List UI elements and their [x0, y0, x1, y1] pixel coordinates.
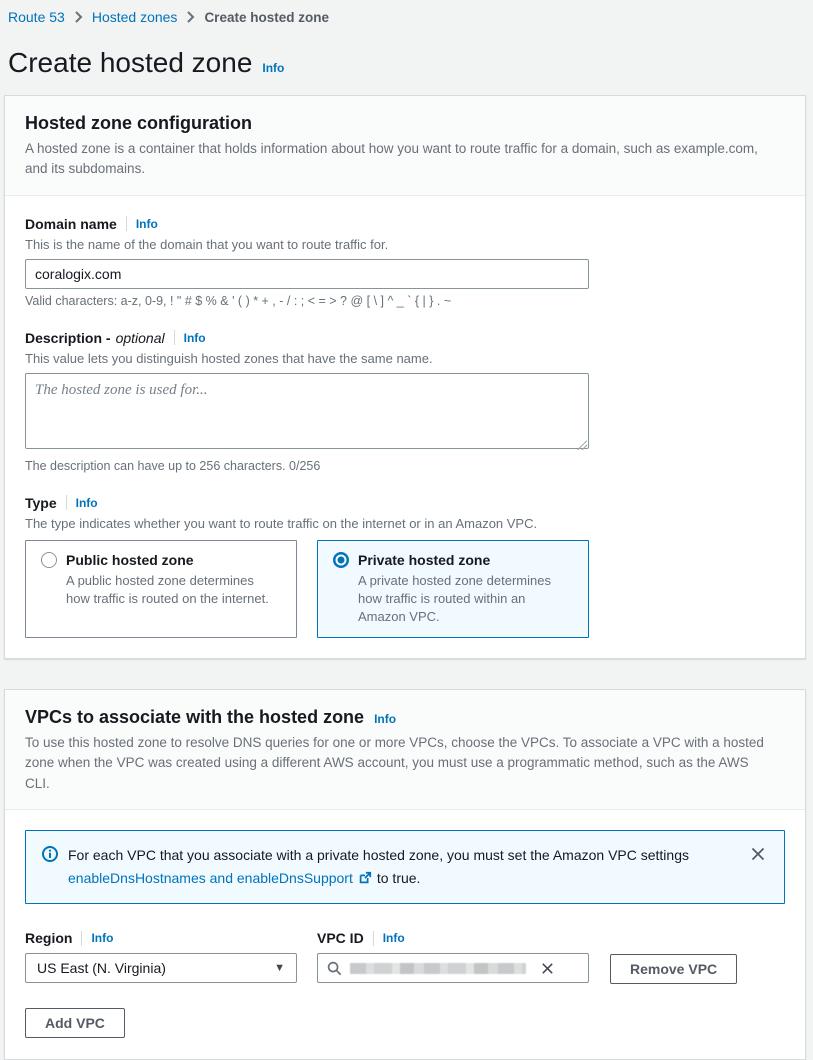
- tile-description: A private hosted zone determines how traffic is routed within an Amazon VPC.: [358, 572, 551, 624]
- description-info-link[interactable]: Info: [183, 330, 206, 345]
- label-divider: [66, 495, 67, 510]
- card-header: [5, 96, 805, 196]
- label-divider: [126, 216, 127, 231]
- alert-close-button[interactable]: [748, 844, 768, 867]
- radio-selected-icon[interactable]: [333, 552, 349, 568]
- alert-text-line2-suffix: to true.: [376, 869, 421, 886]
- vpc-id-info-link[interactable]: Info: [382, 931, 405, 945]
- radio-unselected-icon[interactable]: [41, 552, 57, 568]
- card-description: A hosted zone is a container that holds information about how you want to route traffic for a domain, such as example.com, and its subdomains.: [25, 141, 758, 177]
- resize-grip-icon[interactable]: [577, 440, 587, 450]
- domain-name-input[interactable]: [25, 259, 589, 289]
- label-divider: [174, 330, 175, 345]
- type-info-link[interactable]: Info: [75, 495, 98, 510]
- remove-vpc-button[interactable]: Remove VPC: [610, 954, 737, 984]
- domain-name-constraint: Valid characters: a-z, 0-9, ! " # $ % & ' ( ) * + , - / : ; < = > ? @ [ \ ] ^ _ ` { | } . ~: [25, 293, 452, 308]
- private-hosted-zone-tile[interactable]: [317, 540, 589, 639]
- tile-title: Public hosted zone: [66, 551, 194, 568]
- region-info-link[interactable]: Info: [91, 931, 114, 945]
- domain-name-field: [25, 216, 785, 308]
- vpc-row: [25, 930, 785, 984]
- chevron-right-icon: [186, 11, 195, 23]
- hosted-zone-configuration-card: [4, 95, 806, 659]
- clear-input-icon[interactable]: [540, 961, 555, 976]
- chevron-down-icon: ▼: [274, 962, 285, 974]
- label-divider: [81, 931, 82, 946]
- description-constraint: The description can have up to 256 characters. 0/256: [25, 458, 321, 473]
- type-field: [25, 495, 785, 639]
- info-circle-icon: [42, 846, 58, 867]
- breadcrumb: [0, 0, 813, 25]
- card-title: Hosted zone configuration: [25, 113, 252, 133]
- description-hint: This value lets you distinguish hosted zones that have the same name.: [25, 350, 433, 366]
- vpcs-associate-card: [4, 689, 806, 1060]
- vpc-id-search-input[interactable]: [317, 953, 589, 983]
- vpcs-info-link[interactable]: Info: [374, 712, 397, 727]
- domain-name-label: Domain name: [25, 215, 117, 232]
- tile-title: Private hosted zone: [358, 551, 491, 568]
- breadcrumb-current: Create hosted zone: [204, 9, 329, 25]
- domain-name-hint: This is the name of the domain that you want to route traffic for.: [25, 236, 389, 252]
- description-textarea[interactable]: [25, 373, 589, 449]
- vpc-settings-info-alert: [25, 830, 785, 904]
- region-label: Region: [25, 930, 73, 946]
- enable-dns-settings-link[interactable]: enableDnsHostnames and enableDnsSupport: [68, 869, 353, 886]
- description-label: Description - optional: [25, 329, 165, 346]
- public-hosted-zone-tile[interactable]: [25, 540, 297, 639]
- tile-description: A public hosted zone determines how traffic is routed on the internet.: [66, 572, 269, 606]
- type-label: Type: [25, 494, 57, 511]
- vpc-id-redacted-value: [350, 963, 526, 974]
- card-header: [5, 690, 805, 810]
- card-description: To use this hosted zone to resolve DNS queries for one or more VPCs, choose the VPCs. To associate a VPC with a hosted zone when the VPC was created using a different AWS account, you must use a programmatic method, such as the AWS CLI.: [25, 735, 764, 791]
- label-divider: [373, 931, 374, 946]
- vpc-id-label: VPC ID: [317, 930, 364, 946]
- description-field: [25, 330, 785, 473]
- region-select[interactable]: [25, 953, 297, 983]
- optional-label: optional: [115, 329, 165, 346]
- alert-text-line1: For each VPC that you associate with a private hosted zone, you must set the Amazon VPC settings: [68, 846, 689, 863]
- search-icon: [327, 961, 342, 976]
- domain-name-info-link[interactable]: Info: [135, 216, 158, 231]
- breadcrumb-link-hosted-zones[interactable]: Hosted zones: [91, 9, 178, 25]
- card-title: VPCs to associate with the hosted zone: [25, 707, 365, 728]
- add-vpc-button[interactable]: Add VPC: [25, 1008, 125, 1038]
- chevron-right-icon: [74, 11, 83, 23]
- page-title-info-link[interactable]: Info: [262, 61, 285, 75]
- type-hint: The type indicates whether you want to route traffic on the internet or in an Amazon VPC.: [25, 515, 538, 531]
- breadcrumb-link-route53[interactable]: Route 53: [8, 9, 65, 25]
- page-title: Create hosted zone: [8, 47, 253, 78]
- region-select-value: US East (N. Virginia): [37, 960, 166, 976]
- external-link-icon: [358, 871, 372, 885]
